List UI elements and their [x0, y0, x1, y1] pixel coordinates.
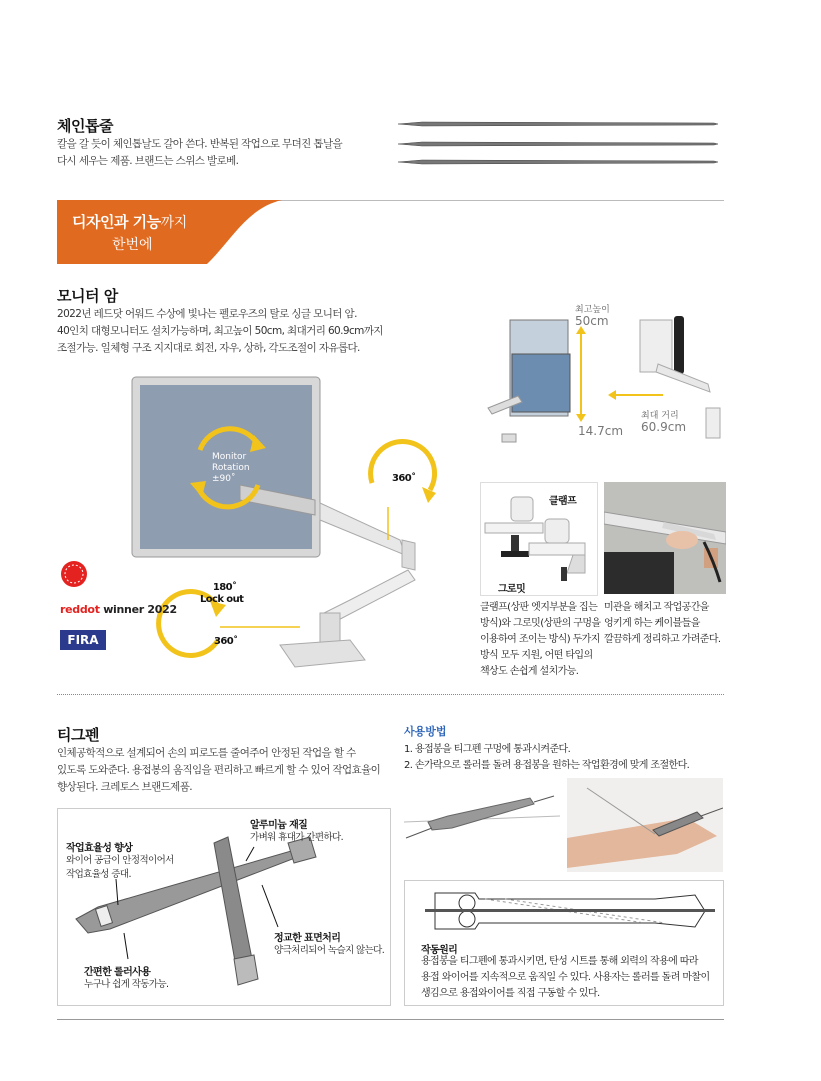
cable-desc-line: 깔끔하게 정리하고 가려준다.: [604, 634, 721, 645]
cable-description: [604, 600, 728, 648]
monitor-arm-description: [57, 306, 437, 357]
callout-efficiency: [66, 839, 174, 882]
clamp-desc-line: 이용하여 조이는 방식) 두가지: [480, 634, 600, 645]
chain-files-image: [392, 112, 722, 172]
usage-photo-pen: [404, 778, 560, 872]
banner-line1: 디자인과 기능: [72, 213, 161, 231]
banner-text: [72, 211, 222, 254]
monitor-arm-desc-line: 40인치 대형모니터도 설치가능하며, 최고높이 50cm, 최대거리 60.9cm까지: [57, 325, 383, 337]
rotation-label-line: Rotation: [212, 463, 250, 473]
callout-roller-title: 간편한 롤러사용: [84, 967, 151, 978]
monitor-arm-illustration: [130, 375, 450, 675]
cable-desc-line: 미관을 해치고 작업공간을: [604, 602, 709, 613]
monitor-rotation-label: [212, 452, 250, 485]
tig-pen-desc-line: 향상된다. 크레토스 브랜드제품.: [57, 781, 193, 793]
min-height-value: 14.7cm: [578, 424, 624, 438]
callout-efficiency-desc: 와이어 공급이 안정적이어서: [66, 855, 174, 866]
usage-photo-hand: [567, 778, 723, 872]
callout-surface-title: 정교한 표면처리: [274, 933, 341, 944]
bottom-divider: [57, 1019, 724, 1020]
clamp-desc-line: 클램프(상판 엣지부분을 집는: [480, 602, 598, 613]
callout-aluminum-title: 알루미늄 재질: [250, 820, 308, 831]
usage-steps: [404, 742, 724, 774]
chain-file-desc-line: 칼을 갈 듯이 체인톱날도 갈아 쓴다. 반복된 작업으로 무뎌진 톱날을: [57, 138, 343, 150]
tig-pen-desc-line: 인체공학적으로 설계되어 손의 피로도를 줄여주어 안정된 작업을 할 수: [57, 747, 356, 759]
deg360-top-label: 360˚: [392, 473, 416, 484]
callout-surface-desc: 양극처리되어 녹슬지 않는다.: [274, 945, 385, 956]
clamp-description: [480, 600, 602, 680]
deg360-bottom-label: 360˚: [214, 636, 238, 647]
callout-efficiency-title: 작업효율성 향상: [66, 843, 133, 854]
tig-pen-desc-line: 있도록 도와준다. 용접봉의 움직임을 편리하고 빠르게 할 수 있어 작업효율이: [57, 764, 381, 776]
lockout-degree: 180˚: [212, 582, 237, 593]
usage-title: 사용방법: [404, 725, 447, 738]
usage-step: 1. 용접봉을 티그펜 구멍에 통과시켜준다.: [404, 744, 571, 755]
tig-pen-title: 티그펜: [57, 726, 99, 744]
max-height-value: 50cm: [575, 314, 609, 328]
cable-management-photo: [604, 482, 726, 594]
monitor-arm-title: 모니터 암: [57, 287, 118, 305]
principle-desc-line: 생김으로 용접와이어를 직접 구동할 수 있다.: [421, 988, 600, 999]
monitor-arm-desc-line: 2022년 레드닷 어워드 수상에 빛나는 펠로우즈의 탈로 싱글 모니터 암.: [57, 308, 357, 320]
clamp-grommet-image: [480, 482, 598, 596]
rotation-label-line: Monitor: [212, 452, 247, 462]
fira-logo: FIRA: [60, 630, 106, 650]
cable-desc-line: 엉키게 하는 케이블들을: [604, 618, 700, 629]
principle-box: [404, 880, 724, 1006]
tig-pen-diagram-box: [57, 808, 391, 1006]
chain-file-desc-line: 다시 세우는 제품. 브랜드는 스위스 발로베.: [57, 155, 239, 167]
principle-desc-line: 용접봉을 티그펜에 통과시키면, 탄성 시트를 통해 외력의 작용에 따라: [421, 956, 698, 967]
max-height-label: 최고높이: [575, 305, 610, 315]
callout-roller-desc: 누구나 쉽게 작동가능.: [84, 979, 169, 990]
banner-line1-suffix: 까지: [160, 215, 187, 231]
principle-title: 작동원리: [421, 945, 458, 956]
max-distance-value: 60.9cm: [641, 420, 687, 434]
banner-line2: 한번에: [112, 237, 153, 253]
rotation-label-line: ±90˚: [212, 474, 236, 484]
max-distance-label: 최대 거리: [641, 411, 679, 421]
callout-roller: [84, 963, 168, 992]
chain-file-description: [57, 136, 377, 170]
clamp-desc-line: 책상도 손쉽게 설치가능.: [480, 666, 579, 677]
clamp-desc-line: 방식 모두 지원, 어떤 타입의: [480, 650, 593, 661]
callout-aluminum-desc: 가벼워 휴대가 간편하다.: [250, 832, 344, 843]
usage-step: 2. 손가락으로 롤러를 돌려 용접봉을 원하는 작업환경에 맞게 조절한다.: [404, 760, 690, 771]
reddot-award-text: reddot winner 2022: [60, 603, 177, 616]
chain-file-title: 체인톱줄: [57, 117, 113, 135]
callout-efficiency-desc: 작업효율성 증대.: [66, 869, 131, 880]
principle-diagram: [405, 881, 723, 941]
grommet-label: 그로밋: [498, 584, 526, 595]
tig-pen-description: [57, 745, 397, 796]
lockout-text: Lock out: [200, 594, 244, 605]
callout-aluminum: [250, 816, 343, 845]
callout-surface: [274, 929, 384, 958]
monitor-arm-desc-line: 조절가능. 일체형 구조 지지대로 회전, 자우, 상하, 각도조절이 자유롭다.: [57, 342, 360, 354]
clamp-label: 클램프: [549, 496, 577, 507]
principle-desc-line: 용접 와이어를 지속적으로 움직일 수 있다. 사용자는 롤러를 돌려 마찰이: [421, 972, 710, 983]
lockout-label: [200, 582, 244, 606]
principle-description: [421, 954, 717, 1002]
section-dotted-divider: [57, 694, 724, 695]
clamp-desc-line: 방식)와 그로밋(상판의 구멍을: [480, 618, 601, 629]
reddot-logo-icon: [60, 560, 88, 588]
